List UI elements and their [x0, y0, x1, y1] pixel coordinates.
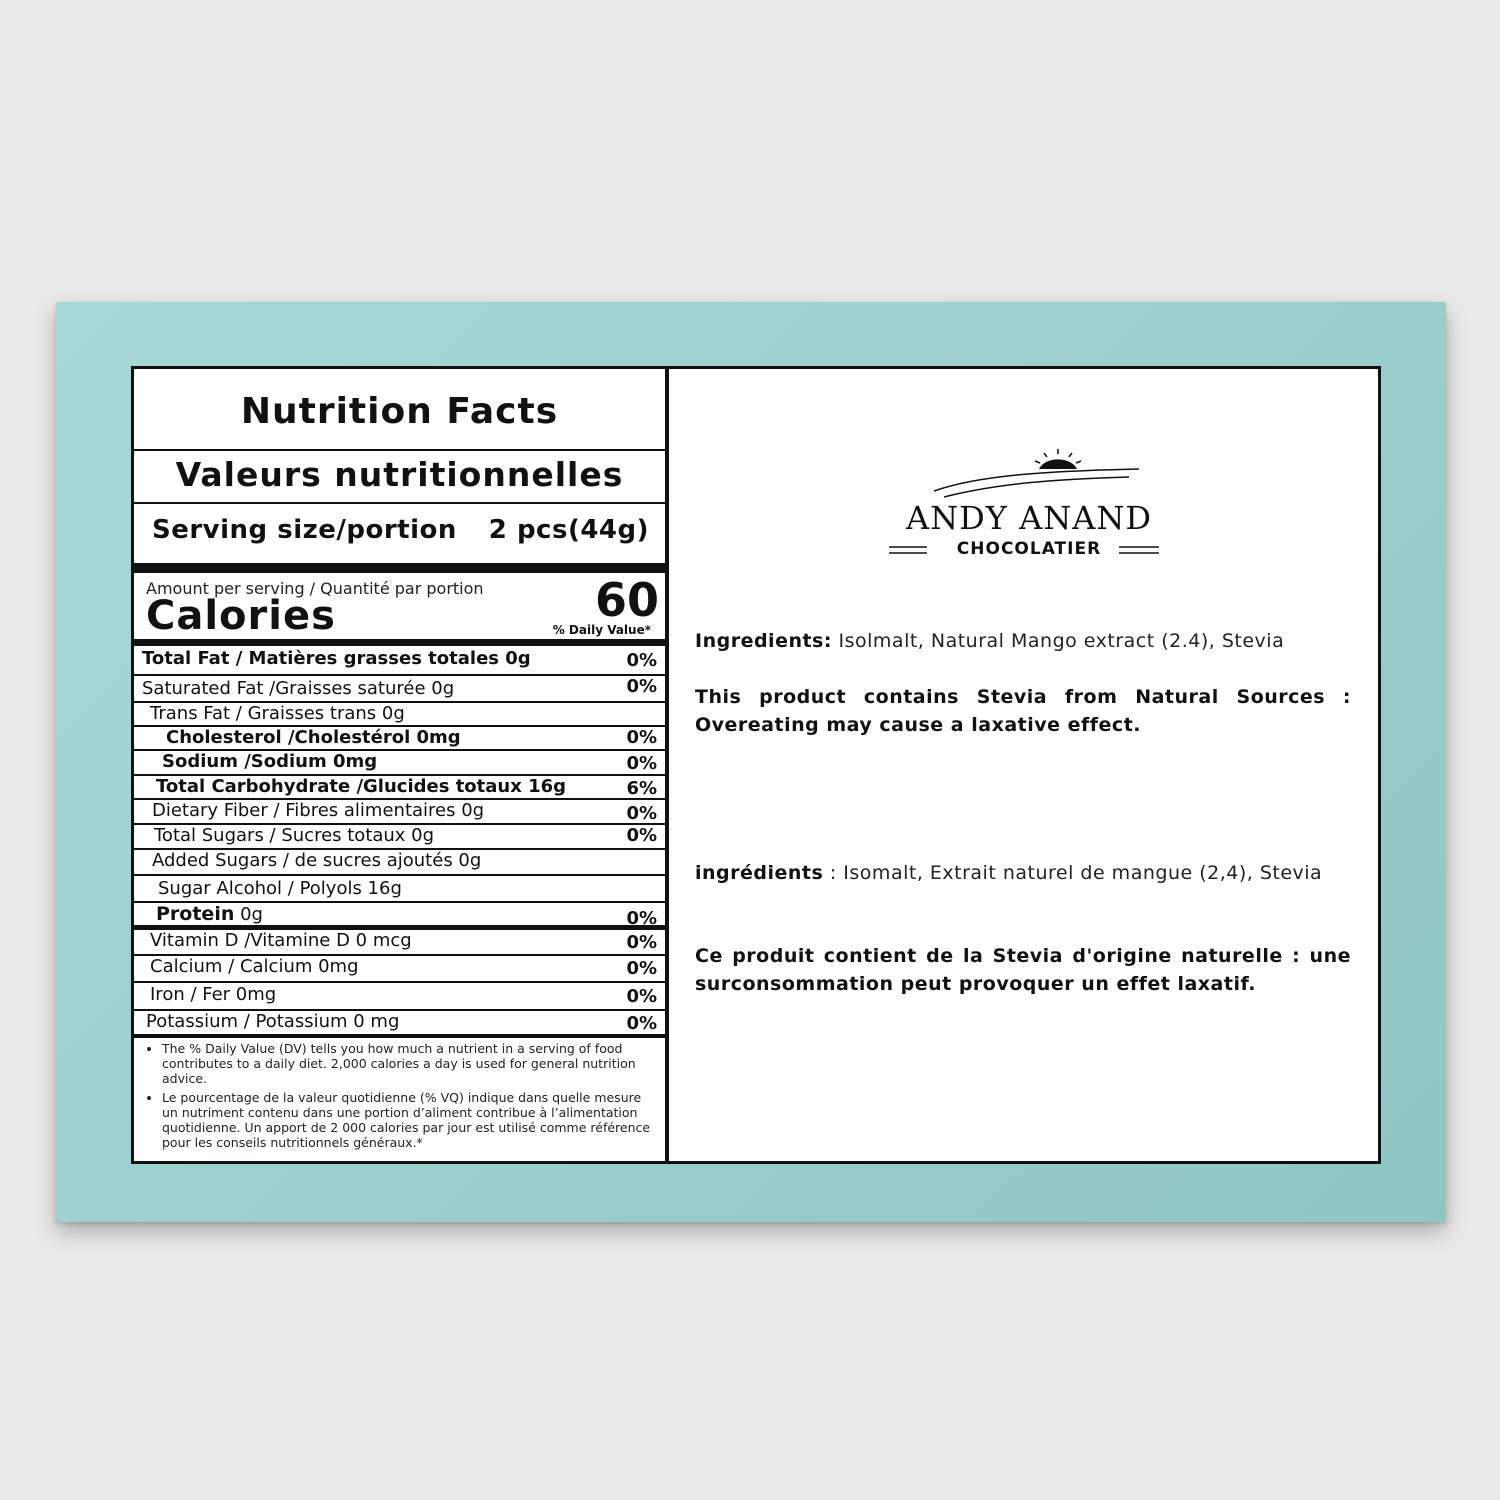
nutrient-row [134, 646, 665, 676]
nutrient-daily-value: 0% [626, 1013, 657, 1034]
warning-en: This product contains Stevia from Natural Sources : Overeating may cause a laxative effect. [695, 686, 1351, 736]
nutrient-row [134, 956, 665, 983]
nutrient-row [134, 676, 665, 703]
nutrient-daily-value: 0% [626, 825, 657, 846]
ingredients-value: Isolmalt, Natural Mango extract (2.4), Stevia [831, 630, 1285, 652]
ingredients-label: Ingredients: [695, 630, 832, 652]
ingredients-fr [695, 859, 1351, 887]
nutrient-row [134, 800, 665, 825]
thick-divider [134, 563, 665, 573]
nutrient-row [134, 903, 665, 930]
nutrient-label: Total Sugars / Sucres totaux 0g [154, 825, 435, 846]
warning-fr: Ce produit contient de la Stevia d'origine naturelle : une surconsommation peut provoquer un effet laxatif. [695, 945, 1351, 995]
nutrient-label: Sodium /Sodium 0mg [162, 751, 378, 772]
nutrient-label: Total Carbohydrate /Glucides totaux 16g [156, 776, 567, 797]
nutrient-label: Calcium / Calcium 0mg [150, 956, 359, 977]
nutrient-daily-value: 6% [626, 778, 657, 799]
divider [134, 449, 665, 451]
calories-label: Calories [146, 593, 336, 639]
nutrient-daily-value: 0% [626, 958, 657, 979]
nutrient-row [134, 751, 665, 776]
nutrition-facts-panel [134, 369, 669, 1161]
nutrient-daily-value: 0% [626, 803, 657, 824]
nutrient-daily-value: 0% [626, 986, 657, 1007]
nutrient-daily-value: 0% [626, 676, 657, 697]
nutrition-title-en: Nutrition Facts [240, 391, 559, 432]
nutrient-row [134, 703, 665, 727]
nutrient-row [134, 930, 665, 956]
nutrient-label: Saturated Fat /Graisses saturée 0g [142, 678, 455, 699]
nutrient-daily-value: 0% [626, 650, 657, 671]
nutrient-label: Added Sugars / de sucres ajoutés 0g [152, 850, 482, 871]
nutrient-daily-value: 0% [626, 727, 657, 748]
footnote [150, 1041, 658, 1154]
nutrient-label: Dietary Fiber / Fibres alimentaires 0g [152, 800, 485, 821]
footnote-en: • The % Daily Value (DV) tells you how much a nutrient in a serving of food contributes to a daily diet. 2,000 calories a day is used for general nutrition advice. [162, 1041, 658, 1086]
nutrient-row [134, 983, 665, 1011]
nutrient-row [134, 850, 665, 876]
nutrient-row [134, 776, 665, 800]
brand-subtitle: CHOCOLATIER [956, 539, 1102, 559]
daily-value-header: % Daily Value* [552, 623, 651, 637]
nutrient-row [134, 727, 665, 751]
sun-horizon-icon [879, 447, 1179, 507]
nutrient-daily-value: 0% [626, 753, 657, 774]
ingredients-fr-value: : Isomalt, Extrait naturel de mangue (2,4), Stevia [823, 862, 1323, 884]
nutrient-row [134, 825, 665, 850]
serving-size-label: Serving size/portion [152, 515, 457, 545]
nutrient-label: Iron / Fer 0mg [150, 984, 277, 1005]
ingredients-en [695, 627, 1351, 655]
nutrient-label: Total Fat / Matières grasses totales 0g [142, 648, 531, 669]
nutrient-row [134, 876, 665, 903]
calories-value: 60 [594, 573, 659, 627]
nutrient-daily-value: 0% [626, 908, 657, 929]
nutrient-label: Trans Fat / Graisses trans 0g [150, 703, 405, 724]
brand-name: ANDY ANAND [906, 499, 1152, 537]
nutrient-label: Cholesterol /Cholestérol 0mg [166, 727, 461, 748]
nutrient-label: Sugar Alcohol / Polyols 16g [158, 878, 402, 899]
product-label [131, 366, 1381, 1164]
nutrition-title-fr: Valeurs nutritionnelles [175, 455, 624, 494]
nutrient-label: Potassium / Potassium 0 mg [146, 1011, 400, 1032]
nutrient-label: Protein 0g [156, 903, 263, 925]
ingredients-fr-label: ingrédients [695, 862, 824, 884]
footnote-fr: • Le pourcentage de la valeur quotidienne (% VQ) indique dans quelle mesure un nutriment contenu dans une portion d’aliment contribue à l’alimentation quotidienne. Un apport de 2 000 calories par jour est utilisé comme référence pour les conseils nutritionnels généraux.* [162, 1090, 658, 1150]
nutrient-row [134, 1011, 665, 1038]
divider [134, 502, 665, 504]
ingredients-panel [669, 369, 1378, 1161]
nutrient-daily-value: 0% [626, 932, 657, 953]
thick-divider [134, 639, 665, 646]
brand-logo [879, 447, 1179, 565]
serving-size-value: 2 pcs(44g) [488, 515, 649, 545]
nutrient-label: Vitamin D /Vitamine D 0 mcg [150, 930, 412, 951]
amount-per-serving: Amount per serving / Quantité par portion [146, 579, 484, 598]
